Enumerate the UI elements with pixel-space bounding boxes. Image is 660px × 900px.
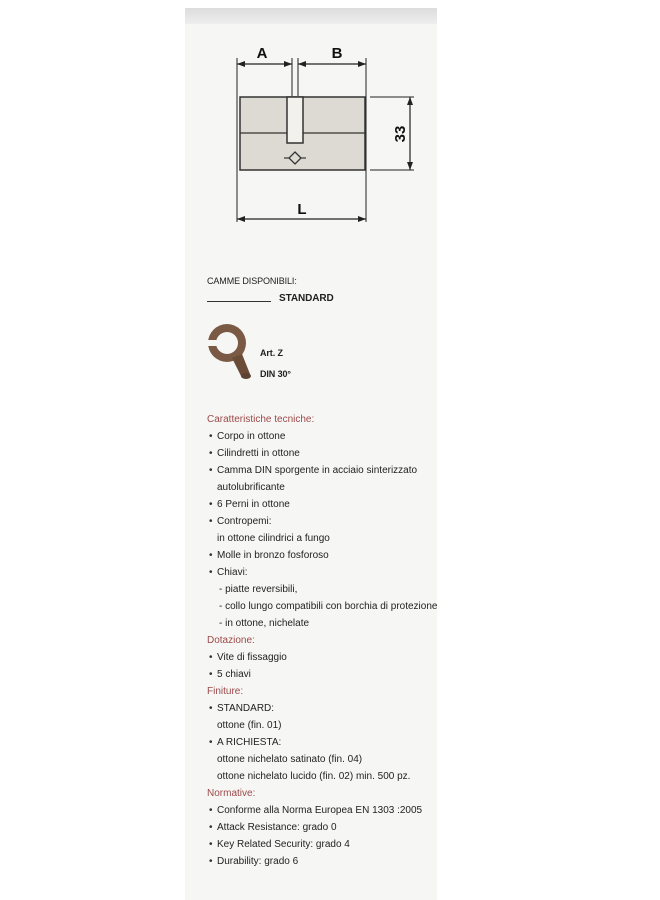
spec-list-item: • STANDARD: (207, 700, 447, 717)
spec-list-item: • 6 Perni in ottone (207, 496, 447, 513)
spec-list-item: • Contropemi: (207, 513, 447, 530)
spec-list-item: • 5 chiavi (207, 666, 447, 683)
spec-section-heading: Normative: (207, 788, 256, 799)
spec-list-item: - in ottone, nichelate (219, 618, 310, 629)
arrow-b-right (358, 61, 366, 67)
spec-list-item: • Attack Resistance: grado 0 (207, 819, 447, 836)
spec-list-item: • Molle in bronzo fosforoso (207, 547, 447, 564)
spec-list-item: ottone nichelato satinato (fin. 04) (217, 754, 363, 765)
spec-list (207, 411, 447, 870)
spec-list-item: • Vite di fissaggio (207, 649, 447, 666)
arrow-33-bottom (407, 162, 413, 170)
spec-list-item: - piatte reversibili, (219, 584, 298, 595)
arrow-a-left (237, 61, 245, 67)
spec-list-item: • Key Related Security: grado 4 (207, 836, 447, 853)
cam-article: Art. Z (260, 348, 283, 358)
cams-divider (207, 301, 271, 302)
spec-list-item: • Conforme alla Norma Europea EN 1303 :2005 (207, 802, 447, 819)
cam-slot (287, 97, 303, 143)
spec-list-item: in ottone cilindrici a fungo (217, 533, 330, 544)
cams-title: CAMME DISPONIBILI: (207, 276, 297, 286)
spec-section-heading: Dotazione: (207, 635, 255, 646)
spec-list-item: ottone nichelato lucido (fin. 02) min. 500 pz. (217, 771, 411, 782)
arrow-33-top (407, 97, 413, 105)
spec-list-item: • Durability: grado 6 (207, 853, 447, 870)
label-l: L (297, 201, 307, 218)
cams-standard-label: STANDARD (279, 293, 334, 304)
spec-list-item: • Cilindretti in ottone (207, 445, 447, 462)
label-33: 33 (392, 125, 409, 143)
label-b: B (331, 45, 343, 62)
spec-list-item: autolubrificante (217, 482, 285, 493)
arrow-l-left (237, 216, 245, 222)
spec-list-item: • A RICHIESTA: (207, 734, 447, 751)
cam-icon (202, 316, 260, 382)
label-a: A (256, 45, 268, 62)
arrow-a-right (284, 61, 292, 67)
arrow-b-left (298, 61, 306, 67)
arrow-l-right (358, 216, 366, 222)
spec-list-item: • Chiavi: (207, 564, 447, 581)
spec-section-heading: Finiture: (207, 686, 244, 697)
spec-list-item: ottone (fin. 01) (217, 720, 282, 731)
spec-list-item: • Camma DIN sporgente in acciaio sinterizzato (207, 462, 447, 479)
spec-list-item: • Corpo in ottone (207, 428, 447, 445)
cylinder-dimension-diagram (0, 0, 660, 260)
spec-list-item: - collo lungo compatibili con borchia di protezione (219, 601, 438, 612)
spec-section-heading: Caratteristiche tecniche: (207, 414, 315, 425)
cam-din: DIN 30° (260, 369, 291, 379)
